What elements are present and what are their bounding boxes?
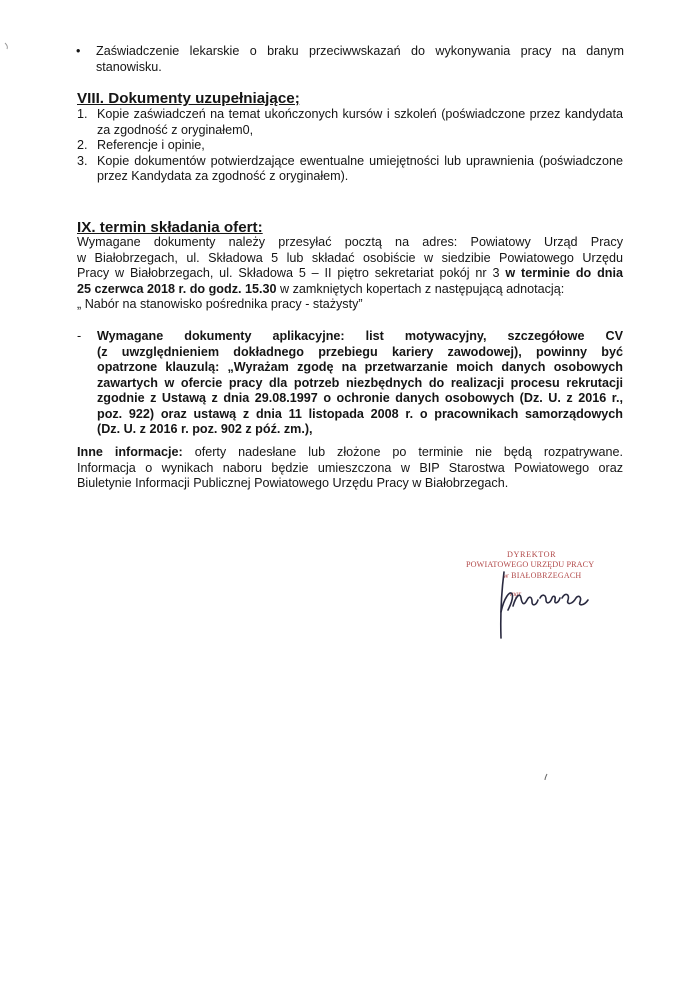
address-text: Pracy w Białobrzegach, ul. Składowa 5 – II piętro sekretariat pokój nr 3 [77,266,506,280]
list-item-text: Kopie dokumentów potwierdzające ewentualne umiejętności lub uprawnienia (poświadczone przez Kandydata za zgodność z oryginałem). [97,153,623,183]
envelope-annotation: „ Nabór na stanowisko pośrednika pracy - stażysty” [77,297,363,311]
clause-line: (z uwzględnieniem dokładnego przebiegu kariery zawodowej), powinny być [97,344,623,359]
clause-line: zawartych w ofercie pracy dla potrzeb niezbędnych do realizacji procesu rekrutacji [97,375,623,390]
clause-line: poz. 922) oraz ustawą z dnia 11 listopada 2008 r. o pracownikach samorządowych [97,406,623,421]
section-ix-heading: IX. termin składania ofert: [77,219,263,236]
clause-line: opatrzone klauzulą: „Wyrażam zgodę na przetwarzanie moich danych osobowych [97,360,623,374]
rejection-note: oferty nadesłane lub złożone po terminie nie będą rozpatrywane. [182,445,623,459]
bullet-text: Zaświadczenie lekarskie o braku przeciwwskazań do wykonywania pracy na danym stanowisku. [96,44,624,74]
list-item-number: 3. [77,153,88,168]
paragraph-line: Informacja o wynikach naboru będzie umieszczona w BIP Starostwa Powiatowego oraz [77,460,623,475]
clause-line: zgodnie z Ustawą z dnia 29.08.1997 o ochronie danych osobowych (Dz. U. z 2016 r., [97,391,623,405]
clause-line: (Dz. U. z 2016 r. poz. 902 z póź. zm.), [97,422,313,436]
other-information-label: Inne informacje: [77,445,183,459]
supplementary-documents-list [77,107,623,185]
clause-line: Wymagane dokumenty aplikacyjne: list motywacyjny, szczegółowe CV [97,329,623,343]
other-information-paragraph [77,445,623,492]
list-item-number: 2. [77,138,88,152]
list-item [77,107,623,138]
stamp-degree: mgr [510,590,522,598]
list-item-text: Kopie zaświadczeń na temat ukończonych kursów i szkoleń (poświadczone przez kandydata za zgodność z oryginałem0, [97,107,623,137]
submission-deadline-paragraph [77,235,623,313]
envelope-note: w zamkniętych kopertach z następującą adnotacją: [276,281,565,296]
stamp-office: POWIATOWEGO URZĘDU PRACY [466,560,595,569]
paragraph-line [77,445,623,461]
handwritten-signature [480,568,600,648]
list-item-number: 1. [77,107,88,121]
stamp-title: DYREKTOR [507,550,557,559]
required-documents-clause [77,329,623,438]
list-item [77,138,623,154]
bullet-symbol: • [76,44,81,58]
section-viii-heading: VIII. Dokumenty uzupełniające; [77,90,300,107]
list-item-text: Referencje i opinie, [97,138,205,152]
scan-mark [4,42,10,50]
list-item [77,154,623,185]
deadline-text: w terminie do dnia [505,266,623,280]
paragraph-line: Wymagane dokumenty należy przesyłać pocztą na adres: Powiatowy Urząd Pracy [77,235,623,249]
scan-mark [543,773,549,781]
paragraph-line: w Białobrzegach, ul. Składowa 5 lub składać osobiście w siedzibie Powiatowego Urzędu [77,250,623,265]
deadline-date: 25 czerwca 2018 r. do godz. 15.30 [77,281,277,296]
paragraph-line: Biuletynie Informacji Publicznej Powiatowego Urzędu Pracy w Białobrzegach. [77,476,509,490]
paragraph-line [77,282,623,298]
paragraph-line [77,266,623,282]
clause-body [97,329,623,438]
stamp-town: w BIAŁOBRZEGACH [503,571,582,580]
dash-symbol: - [77,329,82,343]
